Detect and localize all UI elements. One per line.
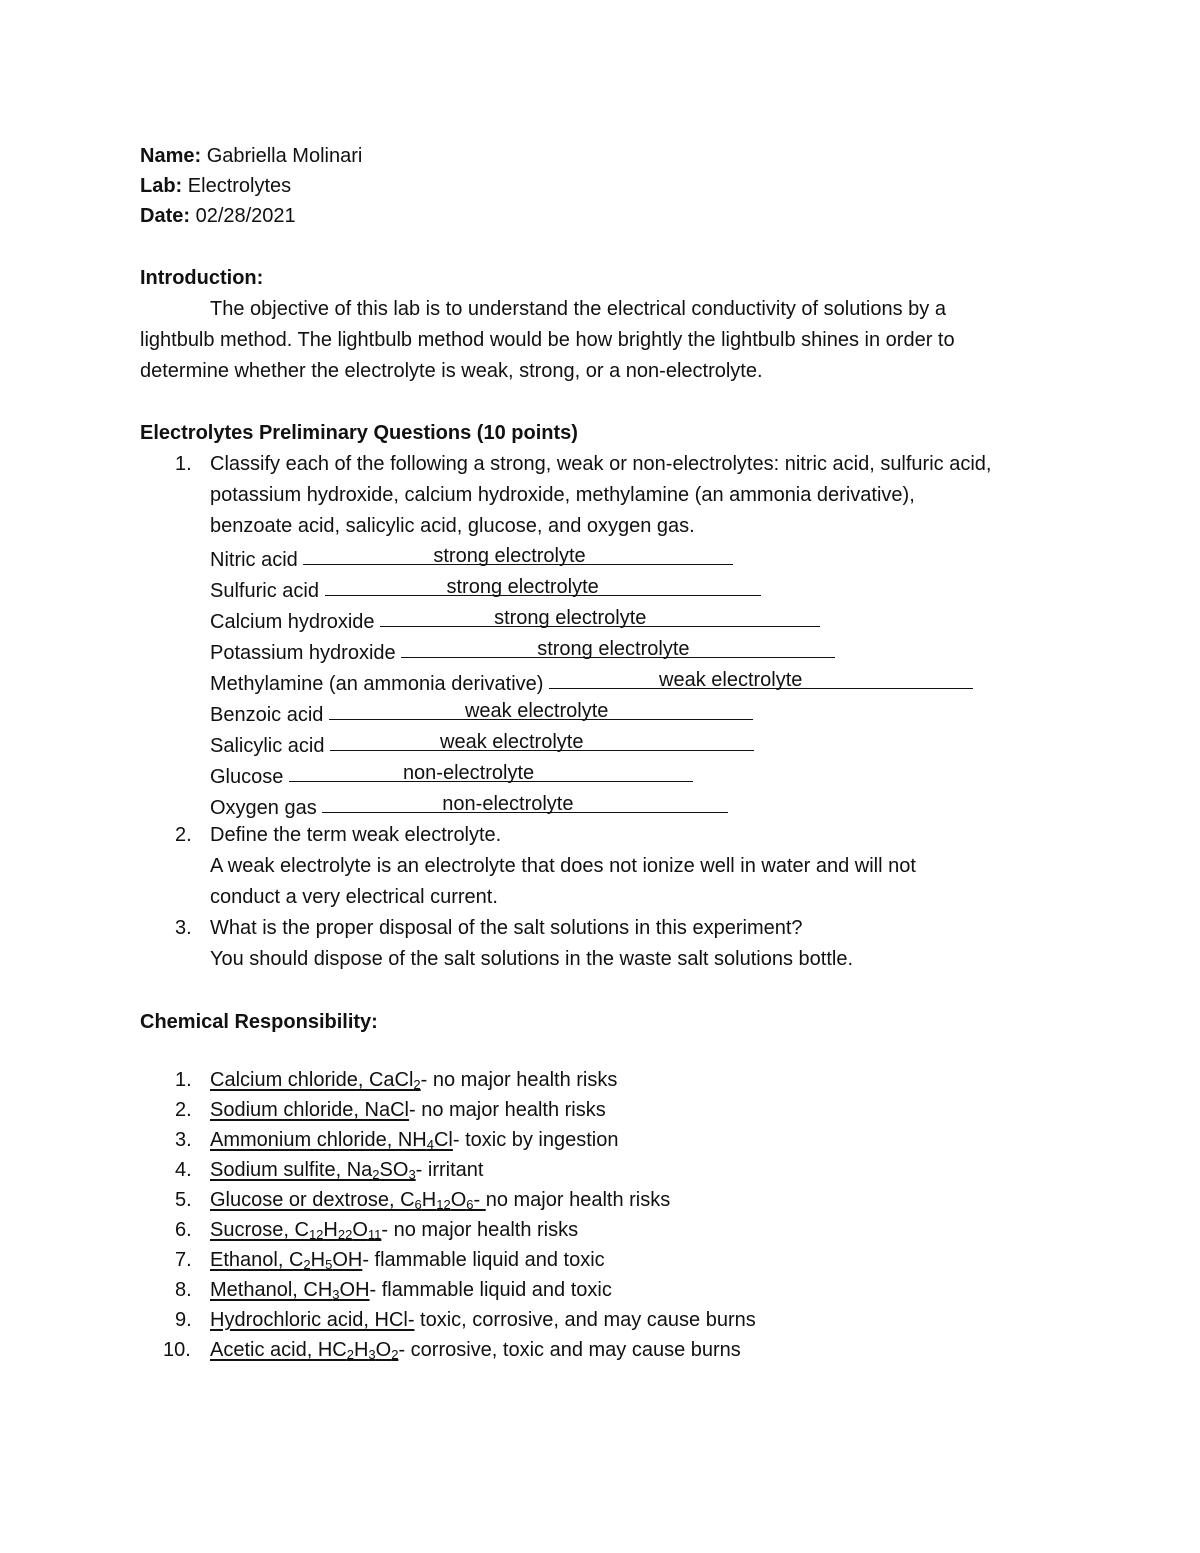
answer-row <box>210 728 754 760</box>
chem-number: 4. <box>175 1159 192 1181</box>
answer-label: Calcium hydroxide <box>210 611 375 633</box>
chem-heading: Chemical Responsibility: <box>140 1011 378 1033</box>
chem-name: Glucose or dextrose, $C_6H_{12}O_6-$ <box>210 1189 486 1212</box>
chem-name: Ammonium chloride, $NH_4Cl$ <box>210 1129 453 1152</box>
answer-row <box>210 790 728 822</box>
q1-text-line1: Classify each of the following a strong, weak or non-electrolytes: nitric acid, sulfuric acid, <box>210 453 992 475</box>
q2-number: 2. <box>175 824 192 846</box>
answer-blank <box>380 604 820 628</box>
chem-hazard: - no major health risks <box>381 1219 579 1241</box>
q1-text-line2: potassium hydroxide, calcium hydroxide, methylamine (an ammonia derivative), <box>210 484 915 506</box>
answer-value: strong electrolyte <box>537 638 690 660</box>
chem-number: 7. <box>175 1249 192 1271</box>
intro-text-line3: determine whether the electrolyte is weak, strong, or a non-electrolyte. <box>140 360 763 382</box>
chem-number: 5. <box>175 1189 192 1211</box>
date-line <box>140 202 296 230</box>
prelim-heading: Electrolytes Preliminary Questions (10 points) <box>140 422 578 444</box>
answer-label: Oxygen gas <box>210 797 317 819</box>
chem-hazard: toxic, corrosive, and may cause burns <box>414 1309 756 1331</box>
chem-hazard: - no major health risks <box>408 1099 606 1121</box>
chem-item <box>210 1306 756 1334</box>
chem-number: 1. <box>175 1069 192 1091</box>
chem-number: 8. <box>175 1279 192 1301</box>
name-value: Gabriella Molinari <box>206 145 363 167</box>
chem-name: Acetic acid, $HC_2H_3O_2$ <box>210 1339 399 1362</box>
answer-label: Nitric acid <box>210 549 298 571</box>
chem-number: 9. <box>175 1309 192 1331</box>
answer-row <box>210 759 693 791</box>
q1-number: 1. <box>175 453 192 475</box>
q2-question: Define the term weak electrolyte. <box>210 824 502 846</box>
intro-text-line2: lightbulb method. The lightbulb method would be how brightly the lightbulb shines in order to <box>140 329 955 351</box>
chem-name: Ethanol, $C_2H_5OH$ <box>210 1249 363 1272</box>
name-line <box>140 142 362 170</box>
answer-blank <box>330 728 754 752</box>
intro-heading: Introduction: <box>140 267 264 289</box>
answer-row <box>210 573 761 605</box>
answer-row <box>210 604 820 636</box>
q1-text-line3: benzoate acid, salicylic acid, glucose, and oxygen gas. <box>210 515 695 537</box>
answer-row <box>210 542 733 574</box>
chem-item <box>210 1246 605 1274</box>
chem-item <box>210 1186 670 1214</box>
answer-blank <box>289 759 693 783</box>
answer-blank <box>325 573 761 597</box>
chem-hazard: - irritant <box>415 1159 484 1181</box>
answer-row <box>210 635 835 667</box>
answer-label: Benzoic acid <box>210 704 324 726</box>
answer-value: weak electrolyte <box>440 731 584 753</box>
chem-item <box>210 1126 619 1154</box>
answer-row <box>210 666 973 698</box>
chem-name: Hydrochloric acid, HCl- <box>210 1309 415 1331</box>
answer-blank <box>303 542 733 566</box>
chem-number: 10. <box>163 1339 191 1361</box>
chem-item <box>210 1216 578 1244</box>
answer-label: Potassium hydroxide <box>210 642 396 664</box>
answer-row <box>210 697 753 729</box>
chem-item <box>210 1276 612 1304</box>
chem-item <box>210 1156 483 1184</box>
chem-hazard: - toxic by ingestion <box>452 1129 619 1151</box>
chem-hazard: no major health risks <box>485 1189 671 1211</box>
answer-label: Salicylic acid <box>210 735 325 757</box>
chem-hazard: - corrosive, toxic and may cause burns <box>398 1339 741 1361</box>
answer-value: strong electrolyte <box>433 545 586 567</box>
chem-number: 6. <box>175 1219 192 1241</box>
answer-value: non-electrolyte <box>442 793 574 815</box>
chem-item <box>210 1336 741 1364</box>
answer-value: weak electrolyte <box>464 700 609 722</box>
date-value: 02/28/2021 <box>195 205 296 227</box>
name-label: Name: <box>140 145 202 167</box>
q3-answer: You should dispose of the salt solutions in the waste salt solutions bottle. <box>210 948 853 970</box>
answer-blank <box>401 635 835 659</box>
chem-name: Sodium chloride, NaCl <box>210 1099 409 1121</box>
answer-value: strong electrolyte <box>446 576 599 598</box>
chem-item <box>210 1096 606 1124</box>
lab-line <box>140 172 291 200</box>
answer-label: Methylamine (an ammonia derivative) <box>210 673 544 695</box>
date-label: Date: <box>140 205 191 227</box>
answer-blank <box>549 666 973 690</box>
chem-number: 2. <box>175 1099 192 1121</box>
chem-hazard: - flammable liquid and toxic <box>369 1279 612 1301</box>
chem-name: Sucrose, $C_{12}H_{22}O_{11}$ <box>210 1219 382 1242</box>
q2-answer-line2: conduct a very electrical current. <box>210 886 498 908</box>
chem-name: Methanol, $CH_3OH$ <box>210 1279 370 1302</box>
answer-blank <box>329 697 753 721</box>
chem-name: Sodium sulfite, $Na_2SO_3$ <box>210 1159 416 1182</box>
lab-label: Lab: <box>140 175 183 197</box>
q3-number: 3. <box>175 917 192 939</box>
chem-number: 3. <box>175 1129 192 1151</box>
answer-blank <box>322 790 728 814</box>
chem-name: Calcium chloride, CaCl$_2$ <box>210 1069 421 1092</box>
chem-item <box>210 1066 617 1094</box>
lab-value: Electrolytes <box>187 175 292 197</box>
answer-value: weak electrolyte <box>659 669 803 691</box>
answer-value: non-electrolyte <box>402 762 535 784</box>
chem-hazard: - no major health risks <box>420 1069 618 1091</box>
answer-label: Sulfuric acid <box>210 580 319 602</box>
q2-answer-line1: A weak electrolyte is an electrolyte that does not ionize well in water and will not <box>210 855 916 877</box>
q3-question: What is the proper disposal of the salt solutions in this experiment? <box>210 917 803 939</box>
answer-value: strong electrolyte <box>494 607 647 629</box>
intro-text-line1: The objective of this lab is to understand the electrical conductivity of solutions by a <box>210 298 946 320</box>
answer-label: Glucose <box>210 766 284 788</box>
chem-hazard: - flammable liquid and toxic <box>362 1249 605 1271</box>
